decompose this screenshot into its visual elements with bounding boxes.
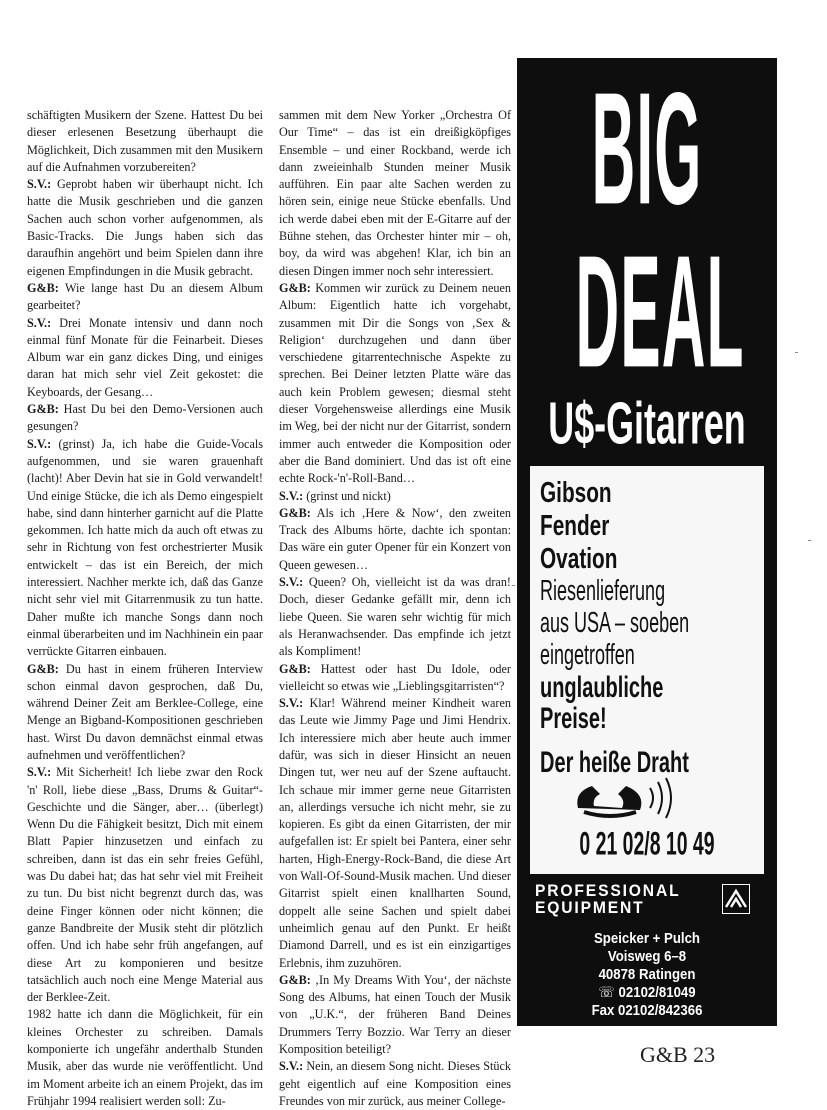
article-paragraph [27, 661, 263, 765]
speaker-label: S.V.: [27, 315, 52, 330]
article-paragraph [279, 488, 511, 505]
paragraph-text: 1982 hatte ich dann die Möglichkeit, für ein kleines Orchester zu schreiben. Damals komponierte ich ungefähr anderthalb Stunden Musik, aber das wurde nie veröffentlicht. Und im Moment arbeite ich an einem Projekt, das im Frühjahr 1994 realisiert werden soll: Zu- [27, 1007, 263, 1108]
paragraph-text: (grinst und nickt) [303, 488, 391, 503]
ad-subheadline: U$-Gitarren [548, 389, 746, 457]
ad-address-block [517, 930, 777, 1020]
article-paragraph [27, 764, 263, 1006]
article-paragraph [279, 1058, 511, 1110]
article-paragraph [27, 176, 263, 280]
paragraph-text: Klar! Während meiner Kindheit waren das Leute wie Jimmy Page und Jimi Hendrix. Ich interessiere mich aber heute auch immer dafür, was sich in dieser Hinsicht an neuen Dingen tut, wer neu auf der Szene auftaucht. Ich schaue mir immer gerne neue Gitarristen an, allerdings versuche ich nicht mehr, sie zu kopieren. Es gibt da einen Gitarristen, der mir aufgefallen ist: Er spielt bei Pantera, einer sehr harten, High-Energy-Rock-Band, die diese Art von Wall-Of-Sound-Musik machen. Und dieser Gitarrist spielt einen knallharten Sound, doppelt alle seine Sachen und spielt dabei unheimlich genau auf den Punkt. Er heißt Diamond Darrell, und es ist ein einzigartiges Erlebnis, ihm zuzuhören. [279, 696, 511, 970]
scan-speck [808, 540, 811, 541]
paragraph-text: Hattest oder hast Du Idole, oder vielleicht so etwas wie „Lieblingsgitarristen“? [279, 661, 511, 693]
ad-hotline: Der heiße Draht [540, 745, 689, 780]
article-column-1 [27, 107, 263, 1110]
scan-speck [512, 585, 515, 586]
big-deal-advertisement [517, 58, 777, 1026]
ad-tagline-1: Riesenlieferung [540, 574, 666, 607]
paragraph-text: Hast Du bei den Demo-Versionen auch gesungen? [27, 402, 263, 434]
article-paragraph [279, 661, 511, 696]
speaker-label: S.V.: [27, 765, 52, 780]
speaker-label: S.V.: [279, 488, 304, 503]
ad-company-logo [535, 882, 765, 916]
ad-price-line-1: unglaubliche [540, 670, 664, 705]
ad-headline-big: BIG [591, 59, 703, 239]
ad-brand-fender: Fender [540, 508, 610, 542]
paragraph-text: Geprobt haben wir überhaupt nicht. Ich hatte die Musik geschrieben und die ganzen Sachen auch schon vorher aufgenommen, als Basic-Tracks. Die Jungs haben sich das daraufhin angehört und beim Spielen dann ihre eigenen Empfindungen in die Musik gebracht. [27, 177, 263, 278]
ad-address-line-5: Fax 02102/842366 [591, 1002, 703, 1019]
article-paragraph [27, 107, 263, 176]
speaker-label: G&B: [27, 402, 59, 417]
company-logo-icon [722, 884, 750, 914]
speaker-label: G&B: [279, 661, 311, 676]
paragraph-text: Nein, an diesem Song nicht. Dieses Stück geht eigentlich auf eine Komposition eines Freundes von mir zurück, aus meiner College- [279, 1059, 511, 1108]
ad-tagline-3: eingetroffen [540, 638, 635, 671]
article-paragraph [27, 1006, 263, 1110]
ad-brand-ovation: Ovation [540, 541, 618, 575]
paragraph-text: sammen mit dem New Yorker „Orchestra Of Our Time“ – das ist ein dreißigköpfiges Ensemble – und einer Rockband, werde ich dann zweieinhalb Stunden meiner Musik aufführen. Ein paar alte Sachen werden zu hören sein, einige neue Stücke ebenfalls. Und ich werde dabei eben mit der E-Gitarre auf der Bühne stehen, das Orchester hinter mir – oh, boy, da wird was abgehen! Klar, ich bin an diesen Dingen immer noch sehr interessiert. [279, 108, 511, 278]
ad-tagline-2: aus USA – soeben [540, 606, 690, 639]
article-paragraph [27, 436, 263, 661]
ad-headline-deal: DEAL [575, 222, 745, 402]
ad-company-line-1: PROFESSIONAL [535, 881, 681, 900]
article-paragraph [279, 280, 511, 488]
paragraph-text: Mit Sicherheit! Ich liebe zwar den Rock 'n' Roll, liebe diese „Bass, Drums & Guitar“-Geschichte und die Sänger, aber… (überlegt) Wenn Du die Fähigkeit besitzt, Dich mit einem Blatt Papier hinzusetzen und einfach zu schreiben, dann ist das ein sehr freies Gefühl, was Du dabei hat; das hat sehr viel mit Freiheit zu tun. Du bist nicht begrenzt durch das, was deine Finger können oder nicht können; die ganze Bandbreite der Musik steht dir plötzlich offen. Und ich habe sehr früh angefangen, auf diese Art zu komponieren und besitze tatsächlich auch noch eine Menge Material aus der Berklee-Zeit. [27, 765, 263, 1005]
ad-price-line-2: Preise! [540, 701, 607, 736]
ad-company-line-2: EQUIPMENT [535, 898, 645, 917]
paragraph-text: Als ich ‚Here & Now‘, den zweiten Track des Albums hörte, dachte ich spontan: Das wäre ein guter Opener für ein Konzert von Queen gewesen… [279, 505, 511, 572]
speaker-label: S.V.: [27, 436, 52, 451]
ad-address-line-3: 40878 Ratingen [598, 966, 696, 983]
article-paragraph [279, 107, 511, 280]
ad-inner-box [530, 466, 764, 874]
paragraph-text: Queen? Oh, vielleicht ist da was dran! Doch, dieser Gedanke gefällt mir, denn ich liebe Queen. Sie waren sehr wichtig für mich als Heranwachsender. Das empfinde ich jetzt als Kompliment! [279, 575, 511, 659]
article-paragraph [27, 280, 263, 315]
paragraph-text: Wie lange hast Du an diesem Album gearbeitet? [27, 280, 263, 313]
paragraph-text: ‚In My Dreams With You‘, der nächste Song des Albums, hat einen Touch der Musik von „U.K.“, der früheren Band Deines Drummers Terry Bozzio. War Terry an dieser Komposition beteiligt? [279, 972, 511, 1057]
telephone-icon [570, 772, 710, 829]
ad-address-line-4: ☏ 02102/81049 [598, 984, 696, 1001]
paragraph-text: Kommen wir zurück zu Deinem neuen Album: Eigentlich hatte ich vorgehabt, zusammen mit Dir die Songs von ‚Sex & Religion‘ durchzugehen und dann über verschiedene gitarrentechnische Aspekte zu sprechen. Bei Deiner letzten Platte wäre das auch kein Problem gewesen; diesmal steht dieser Vorgehensweise allerdings eine Musik im Weg, bei der nicht nur der Gitarrist, sondern immer auch entweder die Komposition oder aber die Band dominiert. Und das ist oft eine echte Rock-'n'-Roll-Band… [279, 280, 511, 486]
speaker-label: S.V.: [27, 177, 52, 192]
paragraph-text: schäftigten Musikern der Szene. Hattest Du bei dieser erlesenen Besetzung überhaupt die Möglichkeit, Dich zusammen mit den Musikern auf die Aufnahmen vorzubereiten? [27, 108, 263, 174]
speaker-label: S.V.: [279, 1059, 304, 1074]
ad-brand-gibson: Gibson [540, 475, 612, 509]
speaker-label: S.V.: [279, 696, 304, 711]
ad-phone-number: 0 21 02/8 10 49 [579, 825, 715, 862]
article-paragraph [279, 505, 511, 574]
article-paragraph [279, 972, 511, 1058]
article-column-2 [279, 107, 511, 1110]
article-paragraph [27, 401, 263, 436]
ad-address-line-2: Voisweg 6–8 [607, 948, 687, 965]
scan-speck [795, 352, 798, 353]
speaker-label: G&B: [279, 505, 311, 520]
article-paragraph [27, 315, 263, 401]
speaker-label: G&B: [279, 280, 311, 295]
speaker-label: S.V.: [279, 575, 304, 590]
paragraph-text: (grinst) Ja, ich habe die Guide-Vocals aufgenommen, und sie waren grauenhaft (lacht)! Aber Devin hat sie in Gold verwandelt! Und einige Stücke, die ich als Demo eingespielt habe, sind dann hinterher garnicht auf die Platte gekommen. Ich hatte mich da auch oft etwas zu sehr in Richtung von fest orchestrierter Musik entwickelt – das ist ein Bereich, der mich interessiert. Nachher merkte ich, daß das Ganze nicht sehr viel mit Gitarrenmusik zu tun hatte. Daher mußte ich manche Songs dann noch einmal überarbeiten und im Nachhinein ein paar verrückte Gitarren einbauen. [27, 436, 263, 659]
article-paragraph [279, 574, 511, 660]
ad-address-line-1: Speicker + Pulch [593, 930, 701, 947]
paragraph-text: Drei Monate intensiv und dann noch einmal fünf Monate für die Feinarbeit. Dieses Album war ein ganz dickes Ding, und einiges daran hat mich sehr viel Zeit gekostet: die Keyboards, der Gesang… [27, 315, 263, 399]
paragraph-text: Du hast in einem früheren Interview schon einmal davon gesprochen, daß Du, während Deiner Zeit am Berklee-College, eine Menge an Bigband-Kompositionen geschrieben hast. Wirst Du davon demnächst einmal etwas aufnehmen und veröffentlichen? [27, 661, 263, 762]
speaker-label: G&B: [27, 661, 59, 676]
speaker-label: G&B: [279, 972, 311, 987]
page-footer: G&B 23 [640, 1042, 716, 1067]
article-paragraph [279, 695, 511, 972]
speaker-label: G&B: [27, 280, 59, 295]
